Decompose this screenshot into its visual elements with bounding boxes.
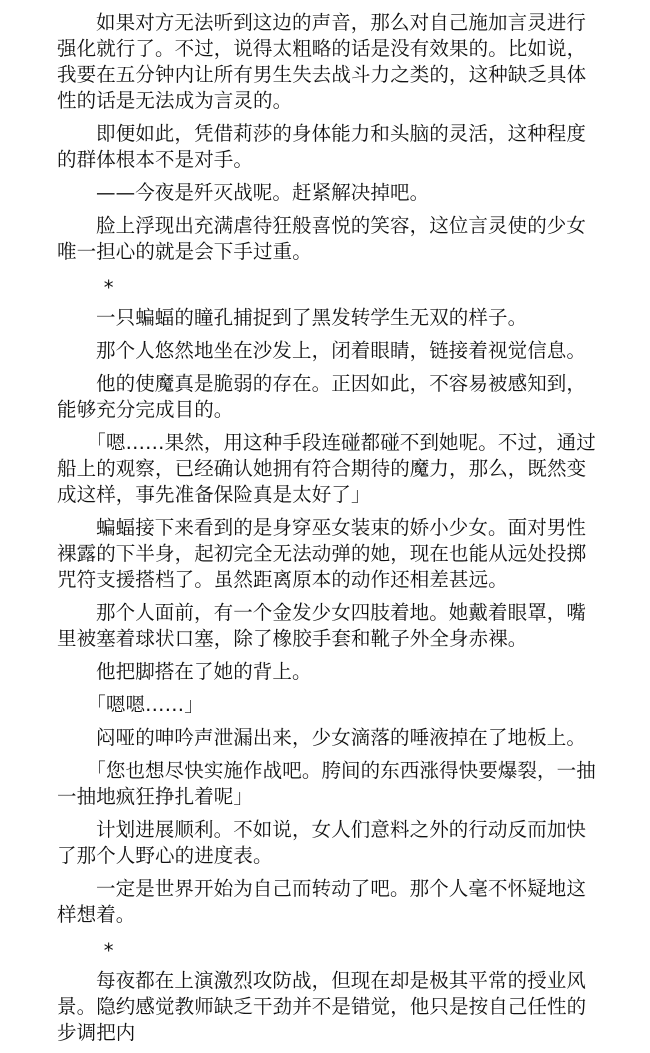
paragraph: 脸上浮现出充满虐待狂般喜悦的笑容，这位言灵使的少女唯一担心的就是会下手过重。 (57, 214, 587, 263)
document-page (57, 10, 605, 1053)
dialogue-paragraph: 「嗯……果然，用这种手段连碰都碰不到她呢。不过，通过船上的观察，已经确认她拥有符合期待的魔力，那么，既然变成这样，事先准备保险真是太好了」 (57, 431, 596, 506)
paragraph: 他把脚搭在了她的背上。 (96, 660, 312, 683)
dialogue-paragraph: 「嗯嗯……」 (86, 693, 204, 716)
scene-separator: * (103, 276, 114, 299)
paragraph: 即便如此，凭借莉莎的身体能力和头脑的灵活，这种程度的群体根本不是对手。 (57, 122, 587, 171)
paragraph: 一定是世界开始为自己而转动了吧。那个人毫不怀疑地这样想着。 (57, 877, 587, 926)
dialogue-paragraph: 「您也想尽快实施作战吧。胯间的东西涨得快要爆裂，一抽一抽地疯狂挣扎着呢」 (57, 759, 596, 808)
paragraph: ——今夜是歼灭战呢。赶紧解决掉吧。 (96, 181, 430, 204)
paragraph: 闷哑的呻吟声泄漏出来，少女滴落的唾液掉在了地板上。 (96, 726, 587, 749)
paragraph: 一只蝙蝠的瞳孔捕捉到了黑发转学生无双的样子。 (96, 306, 528, 329)
paragraph: 那个人悠然地坐在沙发上，闭着眼睛，链接着视觉信息。 (96, 339, 587, 362)
paragraph: 计划进展顺利。不如说，女人们意料之外的行动反而加快了那个人野心的进度表。 (57, 818, 587, 867)
paragraph: 他的使魔真是脆弱的存在。正因如此，不容易被感知到，能够充分完成目的。 (57, 372, 587, 421)
paragraph: 蝙蝠接下来看到的是身穿巫女装束的娇小少女。面对男性裸露的下半身，起初完全无法动弹的她，现在也能从远处投掷咒符支援搭档了。虽然距离原本的动作还相差甚远。 (57, 516, 587, 591)
scene-separator: * (103, 939, 114, 962)
paragraph: 那个人面前，有一个金发少女四肢着地。她戴着眼罩，嘴里被塞着球状口塞，除了橡胶手套和靴子外全身赤裸。 (57, 601, 587, 650)
paragraph: 每夜都在上演激烈攻防战，但现在却是极其平常的授业风景。隐约感觉教师缺乏干劲并不是错觉，他只是按自己任性的步调把内 (57, 969, 587, 1044)
paragraph: 如果对方无法听到这边的声音，那么对自己施加言灵进行强化就行了。不过，说得太粗略的话是没有效果的。比如说，我要在五分钟内让所有男生失去战斗力之类的，这种缺乏具体性的话是无法成为言灵的。 (57, 11, 587, 112)
